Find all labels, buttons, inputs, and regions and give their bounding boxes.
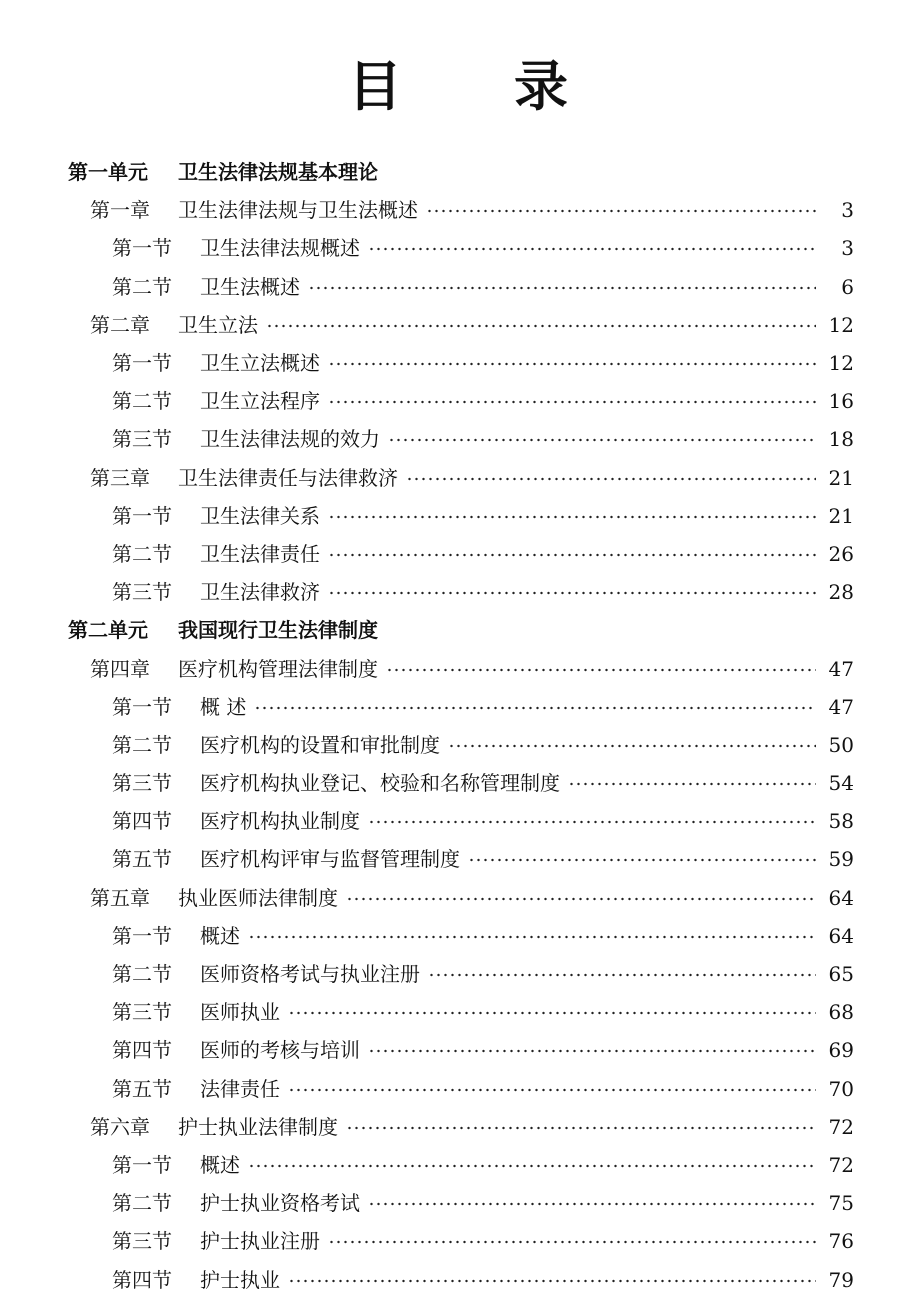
toc-entry-number: 第二单元 <box>68 618 148 643</box>
toc-entry-title: 卫生法律法规的效力 <box>200 427 380 452</box>
dot-leader <box>568 782 816 786</box>
toc-entry-page: 28 <box>828 580 854 605</box>
dot-leader <box>328 362 816 366</box>
toc-entry-chapter[interactable] <box>0 191 920 229</box>
toc-entry-section[interactable] <box>0 229 920 267</box>
toc-entry-section[interactable] <box>0 535 920 573</box>
toc-entry-number: 第一节 <box>112 694 172 719</box>
toc-entry-number: 第二节 <box>112 1191 172 1216</box>
toc-entry-number: 第三节 <box>112 427 172 452</box>
toc-entry-page: 79 <box>828 1267 854 1292</box>
toc-entry-title: 医疗机构管理法律制度 <box>178 656 378 681</box>
toc-entry-number: 第一章 <box>90 198 150 223</box>
toc-entry-unit[interactable] <box>0 611 920 649</box>
toc-entry-number: 第四章 <box>90 656 150 681</box>
toc-entry-number: 第二节 <box>112 541 172 566</box>
toc-entry-title: 卫生法律救济 <box>200 580 320 605</box>
toc-entry-title: 我国现行卫生法律制度 <box>178 618 378 643</box>
toc-entry-section[interactable] <box>0 420 920 458</box>
toc-entry-section[interactable] <box>0 573 920 611</box>
dot-leader <box>328 400 816 404</box>
toc-entry-number: 第五节 <box>112 1076 172 1101</box>
dot-leader <box>468 858 816 862</box>
toc-entry-section[interactable] <box>0 1222 920 1260</box>
toc-entry-page: 6 <box>841 274 854 299</box>
toc-entry-number: 第一节 <box>112 503 172 528</box>
toc-entry-chapter[interactable] <box>0 1108 920 1146</box>
toc-entry-section[interactable] <box>0 497 920 535</box>
toc-entry-page: 26 <box>828 541 854 566</box>
dot-leader <box>328 1240 816 1244</box>
dot-leader <box>328 553 816 557</box>
toc-entry-title: 护士执业注册 <box>200 1229 320 1254</box>
toc-entry-title: 卫生法律法规与卫生法概述 <box>178 198 418 223</box>
toc-entry-section[interactable] <box>0 1146 920 1184</box>
toc-entry-page: 12 <box>828 312 854 337</box>
toc-entry-number: 第一节 <box>112 351 172 376</box>
toc-entry-number: 第二章 <box>90 312 150 337</box>
toc-entry-number: 第一节 <box>112 923 172 948</box>
toc-entry-number: 第四节 <box>112 809 172 834</box>
toc-entry-number: 第二节 <box>112 389 172 414</box>
toc-entry-section[interactable] <box>0 1070 920 1108</box>
toc-entry-number: 第三章 <box>90 465 150 490</box>
dot-leader <box>254 706 816 710</box>
toc-entry-number: 第一单元 <box>68 160 148 185</box>
toc-entry-title: 卫生立法 <box>178 312 258 337</box>
toc-entry-number: 第一节 <box>112 236 172 261</box>
toc-entry-title: 卫生法律法规概述 <box>200 236 360 261</box>
toc-entry-page: 16 <box>828 389 854 414</box>
toc-entry-title: 卫生法律关系 <box>200 503 320 528</box>
toc-entry-page: 76 <box>828 1229 854 1254</box>
toc-entry-number: 第二节 <box>112 732 172 757</box>
toc-entry-title: 概述 <box>200 1152 240 1177</box>
dot-leader <box>406 477 816 481</box>
toc-entry-chapter[interactable] <box>0 649 920 687</box>
toc-entry-page: 3 <box>841 236 854 261</box>
toc-entry-title: 医师的考核与培训 <box>200 1038 360 1063</box>
toc-entry-page: 59 <box>828 847 854 872</box>
dot-leader <box>248 935 816 939</box>
toc-entry-title: 执业医师法律制度 <box>178 885 338 910</box>
toc-entry-title: 护士执业资格考试 <box>200 1191 360 1216</box>
toc-entry-title: 卫生法概述 <box>200 274 300 299</box>
toc-entry-number: 第三节 <box>112 1229 172 1254</box>
toc-entry-title: 医师执业 <box>200 1000 280 1025</box>
toc-entry-page: 64 <box>828 923 854 948</box>
dot-leader <box>328 515 816 519</box>
toc-entry-page: 65 <box>828 962 854 987</box>
toc-entry-section[interactable] <box>0 840 920 878</box>
table-of-contents <box>0 153 920 1299</box>
toc-entry-title: 概述 <box>200 923 240 948</box>
dot-leader <box>288 1011 816 1015</box>
toc-entry-number: 第二节 <box>112 274 172 299</box>
toc-entry-page: 3 <box>841 198 854 223</box>
dot-leader <box>308 286 816 290</box>
toc-entry-title: 护士执业 <box>200 1267 280 1292</box>
toc-entry-page: 47 <box>828 694 854 719</box>
dot-leader <box>428 973 816 977</box>
page-title <box>0 52 920 122</box>
toc-entry-page: 58 <box>828 809 854 834</box>
dot-leader <box>346 897 816 901</box>
toc-entry-title: 概 述 <box>200 694 247 719</box>
toc-entry-title: 卫生立法程序 <box>200 389 320 414</box>
toc-entry-section[interactable] <box>0 382 920 420</box>
toc-entry-section[interactable] <box>0 955 920 993</box>
toc-entry-section[interactable] <box>0 802 920 840</box>
toc-entry-number: 第四节 <box>112 1038 172 1063</box>
toc-entry-section[interactable] <box>0 993 920 1031</box>
toc-entry-page: 69 <box>828 1038 854 1063</box>
toc-entry-number: 第六章 <box>90 1114 150 1139</box>
toc-entry-chapter[interactable] <box>0 879 920 917</box>
toc-entry-page: 54 <box>828 771 854 796</box>
toc-entry-section[interactable] <box>0 764 920 802</box>
toc-entry-page: 64 <box>828 885 854 910</box>
toc-entry-title: 医疗机构的设置和审批制度 <box>200 732 440 757</box>
toc-entry-section[interactable] <box>0 917 920 955</box>
toc-entry-number: 第二节 <box>112 962 172 987</box>
toc-entry-section[interactable] <box>0 726 920 764</box>
toc-entry-number: 第五章 <box>90 885 150 910</box>
toc-entry-number: 第三节 <box>112 771 172 796</box>
dot-leader <box>346 1126 816 1130</box>
toc-entry-title: 医疗机构执业制度 <box>200 809 360 834</box>
toc-entry-number: 第三节 <box>112 580 172 605</box>
title-char-2: 录 <box>514 55 572 118</box>
dot-leader <box>368 1202 816 1206</box>
toc-entry-page: 12 <box>828 351 854 376</box>
toc-entry-title: 护士执业法律制度 <box>178 1114 338 1139</box>
dot-leader <box>388 438 816 442</box>
toc-entry-section[interactable] <box>0 268 920 306</box>
toc-entry-page: 72 <box>828 1114 854 1139</box>
toc-entry-section[interactable] <box>0 688 920 726</box>
toc-entry-unit[interactable] <box>0 153 920 191</box>
dot-leader <box>288 1279 816 1283</box>
dot-leader <box>368 247 816 251</box>
dot-leader <box>368 1049 816 1053</box>
dot-leader <box>426 209 816 213</box>
toc-entry-page: 47 <box>828 656 854 681</box>
toc-entry-section[interactable] <box>0 1260 920 1298</box>
toc-entry-page: 21 <box>828 465 854 490</box>
toc-entry-section[interactable] <box>0 1184 920 1222</box>
title-char-1: 目 <box>348 55 406 118</box>
toc-entry-page: 72 <box>828 1152 854 1177</box>
toc-entry-chapter[interactable] <box>0 459 920 497</box>
dot-leader <box>248 1164 816 1168</box>
toc-entry-title: 法律责任 <box>200 1076 280 1101</box>
toc-entry-title: 卫生法律责任与法律救济 <box>178 465 398 490</box>
toc-entry-page: 21 <box>828 503 854 528</box>
toc-entry-number: 第四节 <box>112 1267 172 1292</box>
toc-entry-section[interactable] <box>0 344 920 382</box>
toc-entry-page: 68 <box>828 1000 854 1025</box>
toc-entry-number: 第三节 <box>112 1000 172 1025</box>
toc-entry-title: 卫生法律法规基本理论 <box>178 160 378 185</box>
toc-entry-page: 50 <box>828 732 854 757</box>
dot-leader <box>368 820 816 824</box>
dot-leader <box>448 744 816 748</box>
dot-leader <box>386 668 816 672</box>
toc-entry-title: 医师资格考试与执业注册 <box>200 962 420 987</box>
toc-entry-title: 卫生法律责任 <box>200 541 320 566</box>
toc-entry-page: 18 <box>828 427 854 452</box>
toc-entry-chapter[interactable] <box>0 306 920 344</box>
toc-entry-number: 第一节 <box>112 1152 172 1177</box>
toc-entry-number: 第五节 <box>112 847 172 872</box>
toc-entry-page: 75 <box>828 1191 854 1216</box>
dot-leader <box>288 1088 816 1092</box>
dot-leader <box>328 591 816 595</box>
toc-entry-title: 卫生立法概述 <box>200 351 320 376</box>
toc-entry-title: 医疗机构执业登记、校验和名称管理制度 <box>200 771 560 796</box>
dot-leader <box>266 324 816 328</box>
toc-entry-page: 70 <box>828 1076 854 1101</box>
toc-entry-title: 医疗机构评审与监督管理制度 <box>200 847 460 872</box>
toc-entry-section[interactable] <box>0 1031 920 1069</box>
